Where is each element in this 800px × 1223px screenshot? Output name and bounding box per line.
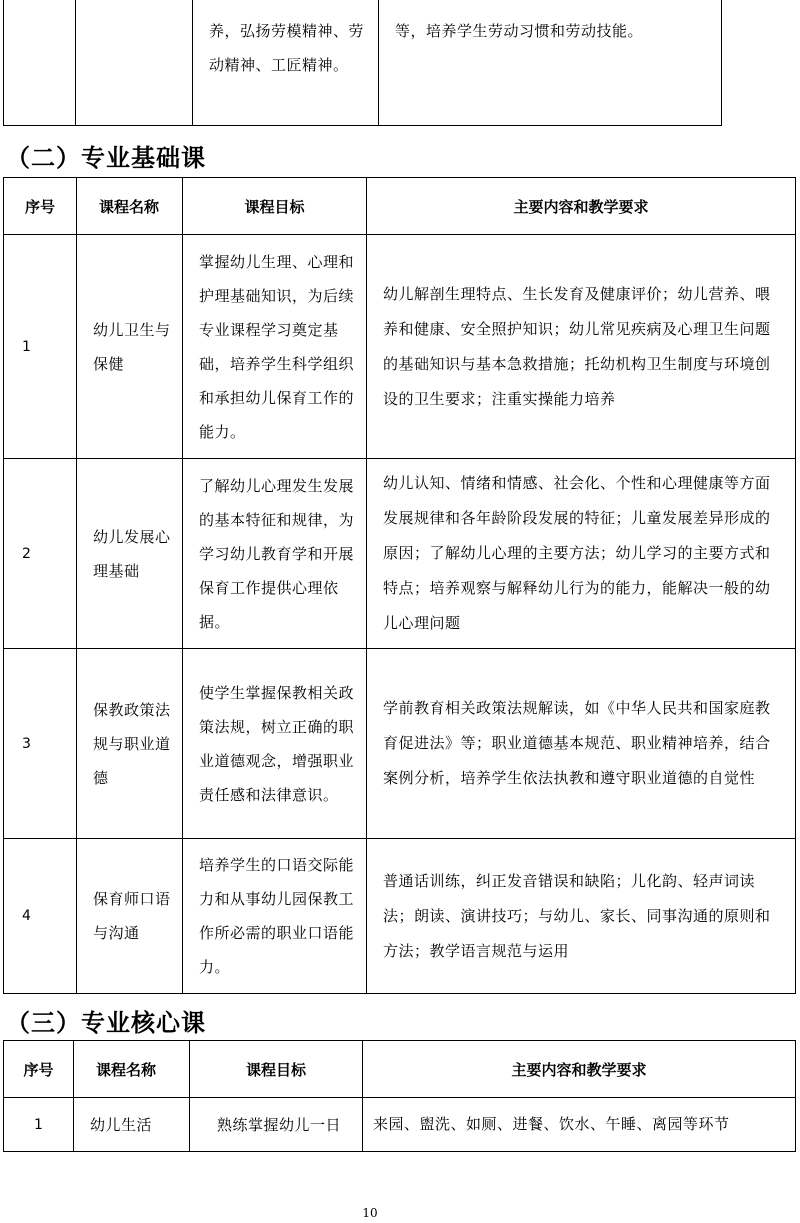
header-content: 主要内容和教学要求 (363, 1041, 796, 1098)
table-row (4, 459, 796, 649)
header-goal: 课程目标 (190, 1041, 363, 1098)
continuation-table (3, 0, 722, 126)
table-header-row (4, 1041, 796, 1098)
section2-title: （二）专业基础课 (6, 143, 206, 172)
row-course-name: 幼儿卫生与保健 (77, 235, 183, 459)
table-row (4, 649, 796, 839)
continuation-goal: 养，弘扬劳模精神、劳动精神、工匠精神。 (193, 0, 379, 125)
table-row (4, 1098, 796, 1152)
row-no: 3 (4, 649, 77, 839)
header-name: 课程名称 (77, 178, 183, 235)
row-course-name: 保教政策法规与职业道德 (77, 649, 183, 839)
row-goal: 使学生掌握保教相关政策法规，树立正确的职业道德观念，增强职业责任感和法律意识。 (183, 649, 367, 839)
row-no: 2 (4, 459, 77, 649)
row-course-name: 保育师口语与沟通 (77, 839, 183, 994)
row-goal: 了解幼儿心理发生发展的基本特征和规律，为学习幼儿教育学和开展保育工作提供心理依据。 (183, 459, 367, 649)
row-content: 来园、盥洗、如厕、进餐、饮水、午睡、离园等环节 (363, 1098, 796, 1152)
header-no: 序号 (4, 178, 77, 235)
row-course-name: 幼儿发展心理基础 (77, 459, 183, 649)
row-no: 1 (4, 1098, 74, 1152)
row-content: 普通话训练，纠正发音错误和缺陷；儿化韵、轻声词读法；朗读、演讲技巧；与幼儿、家长、同事沟通的原则和方法；教学语言规范与运用 (367, 839, 796, 994)
row-goal: 掌握幼儿生理、心理和护理基础知识，为后续专业课程学习奠定基础，培养学生科学组织和承担幼儿保育工作的能力。 (183, 235, 367, 459)
header-goal: 课程目标 (183, 178, 367, 235)
row-goal: 培养学生的口语交际能力和从事幼儿园保教工作所必需的职业口语能力。 (183, 839, 367, 994)
row-content: 幼儿解剖生理特点、生长发育及健康评价；幼儿营养、喂养和健康、安全照护知识；幼儿常见疾病及心理卫生问题的基础知识与基本急救措施；托幼机构卫生制度与环境创设的卫生要求；注重实操能力培养 (367, 235, 796, 459)
continuation-no-cell (4, 0, 76, 125)
continuation-content: 等，培养学生劳动习惯和劳动技能。 (379, 0, 722, 125)
row-content: 学前教育相关政策法规解读，如《中华人民共和国家庭教育促进法》等；职业道德基本规范、职业精神培养，结合案例分析，培养学生依法执教和遵守职业道德的自觉性 (367, 649, 796, 839)
row-goal: 熟练掌握幼儿一日 (190, 1098, 363, 1152)
page-number: 10 (362, 1206, 378, 1220)
continuation-name-cell (76, 0, 193, 125)
header-content: 主要内容和教学要求 (367, 178, 796, 235)
header-no: 序号 (4, 1041, 74, 1098)
row-content: 幼儿认知、情绪和情感、社会化、个性和心理健康等方面发展规律和各年龄阶段发展的特征；儿童发展差异形成的原因；了解幼儿心理的主要方法；幼儿学习的主要方式和特点；培养观察与解释幼儿行为的能力，能解决一般的幼儿心理问题 (367, 459, 796, 649)
table-row (4, 235, 796, 459)
row-no: 4 (4, 839, 77, 994)
row-course-name: 幼儿生活 (74, 1098, 190, 1152)
core-courses-table (3, 1040, 796, 1152)
table-header-row (4, 178, 796, 235)
table-row (4, 839, 796, 994)
row-no: 1 (4, 235, 77, 459)
header-name: 课程名称 (74, 1041, 190, 1098)
foundation-courses-table (3, 177, 796, 994)
section3-title: （三）专业核心课 (6, 1008, 206, 1037)
